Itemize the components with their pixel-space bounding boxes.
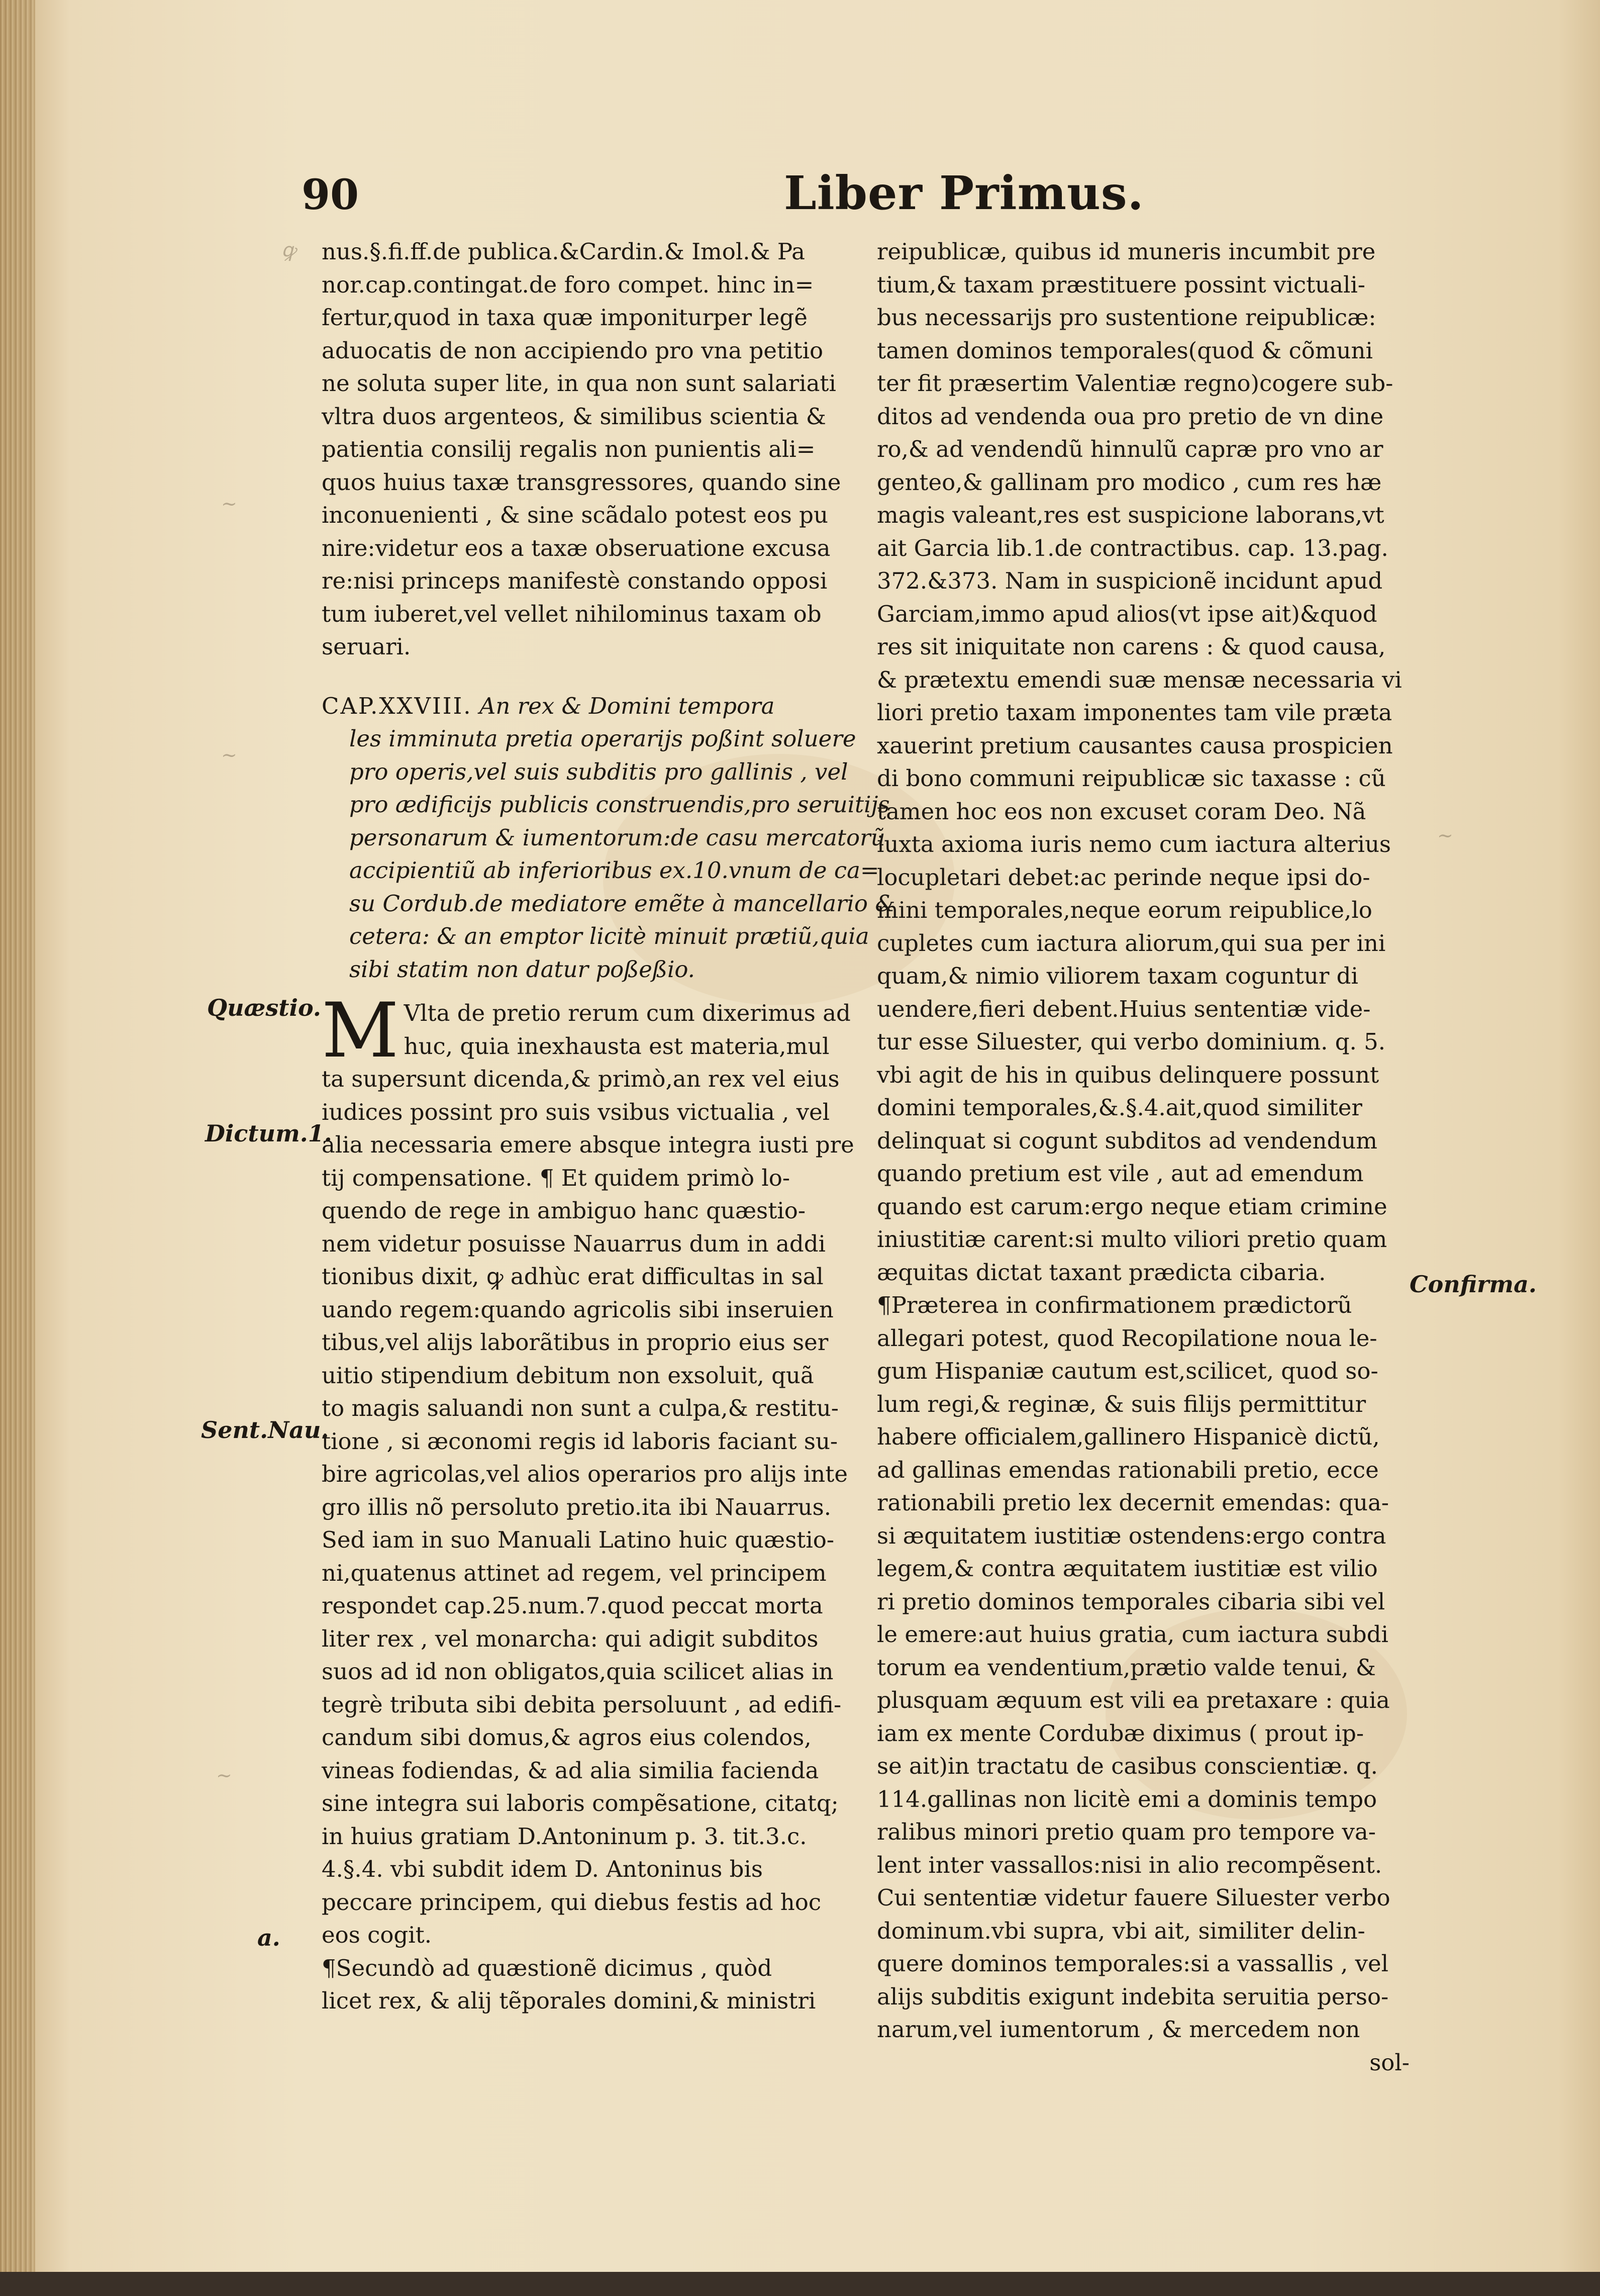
text-line: vltra duos argenteos, & similibus scientia & bbox=[322, 403, 826, 430]
left-column-body bbox=[322, 1063, 854, 2018]
text-line: re:nisi princeps manifestè constando opposi bbox=[322, 567, 828, 594]
text-line: ad gallinas emendas rationabili pretio, ecce bbox=[877, 1456, 1379, 1483]
text-line: quam,& nimio viliorem taxam coguntur di bbox=[877, 963, 1358, 989]
text-line: Garciam,immo apud alios(vt ipse ait)&quod bbox=[877, 600, 1377, 627]
text-line: habere officialem,gallinero Hispanicè dictũ, bbox=[877, 1423, 1380, 1450]
text-line: quos huius taxæ transgressores, quando sine bbox=[322, 468, 841, 496]
text-line: genteo,& gallinam pro modico , cum res hæ bbox=[877, 468, 1382, 496]
text-line: tum iuberet,vel vellet nihilominus taxam ob bbox=[322, 600, 822, 627]
text-line: les imminuta pretia operarijs poßint soluere bbox=[349, 725, 856, 752]
text-line: tamen dominos temporales(quod & cõmuni bbox=[877, 337, 1373, 364]
text-line: ¶Secundò ad quæstionẽ dicimus , quòd bbox=[322, 1954, 772, 1981]
page-header bbox=[302, 166, 1472, 226]
text-line: ta supersunt dicenda,& primò,an rex vel eius bbox=[322, 1066, 840, 1092]
text-line: 114.gallinas non licitè emi a dominis tempo bbox=[877, 1785, 1377, 1812]
text-line: cupletes cum iactura aliorum,qui sua per ini bbox=[877, 929, 1386, 956]
catchword: sol- bbox=[1369, 2049, 1410, 2076]
text-line: mini temporales,neque eorum reipublice,lo bbox=[877, 897, 1372, 923]
text-line: uendere,fieri debent.Huius sententiæ vide- bbox=[877, 995, 1371, 1022]
text-line: ne soluta super lite, in qua non sunt salariati bbox=[322, 370, 836, 397]
chapter-heading-line bbox=[322, 690, 849, 723]
text-line: 4.§.4. vbi subdit idem D. Antoninus bis bbox=[322, 1856, 763, 1882]
text-line: ri pretio dominos temporales cibaria sibi vel bbox=[877, 1588, 1385, 1615]
text-line: suos ad id non obligatos,quia scilicet alias in bbox=[322, 1658, 834, 1685]
text-line: candum sibi domus,& agros eius colendos, bbox=[322, 1724, 812, 1751]
text-line: ro,& ad vendendũ hinnulũ capræ pro vno ar bbox=[877, 436, 1383, 462]
text-line: iuxta axioma iuris nemo cum iactura alterius bbox=[877, 831, 1391, 857]
text-line: di bono communi reipublicæ sic taxasse : cũ bbox=[877, 765, 1386, 792]
margin-note-dictum: Dictum.1. bbox=[205, 1120, 332, 1147]
bleed-through-mark: ~ bbox=[221, 744, 237, 766]
text-line: tionibus dixit, ꝙ adhùc erat difficultas in sal bbox=[322, 1263, 824, 1290]
text-line: lent inter vassallos:nisi in alio recompẽsent. bbox=[877, 1851, 1382, 1878]
text-line: in huius gratiam D.Antoninum p. 3. tit.3.c. bbox=[322, 1823, 807, 1850]
text-line: iam ex mente Cordubæ diximus ( prout ip- bbox=[877, 1719, 1364, 1747]
text-line: sibi statim non datur poßeßio. bbox=[349, 955, 695, 983]
left-column-opening-text bbox=[322, 235, 849, 663]
text-line: Sed iam in suo Manuali Latino huic quæstio- bbox=[322, 1526, 835, 1553]
text-line: nem videtur posuisse Nauarrus dum in addi bbox=[322, 1230, 826, 1257]
text-line: domini temporales,&.§.4.ait,quod similiter bbox=[877, 1094, 1362, 1121]
text-line: tegrè tributa sibi debita persoluunt , ad edifi- bbox=[322, 1691, 842, 1718]
text-line: lum regi,& reginæ, & suis filijs permittitur bbox=[877, 1390, 1366, 1417]
body-line: huc, quia inexhausta est materia,mul bbox=[404, 1032, 830, 1060]
initial-letter: M bbox=[322, 987, 399, 1075]
text-line: 372.&373. Nam in suspicionẽ incidunt apud bbox=[877, 567, 1383, 594]
chapter-heading-text: An rex & Domini tempora bbox=[479, 692, 775, 719]
bleed-through-mark: ~ bbox=[221, 493, 237, 515]
text-line: quere dominos temporales:si a vassallis , vel bbox=[877, 1950, 1389, 1977]
text-line: licet rex, & alij tẽporales domini,& ministri bbox=[322, 1987, 816, 2014]
text-line: liter rex , vel monarcha: qui adigit subditos bbox=[322, 1625, 819, 1652]
text-line: bire agricolas,vel alios operarios pro alijs inte bbox=[322, 1461, 848, 1487]
left-column bbox=[322, 235, 895, 2018]
text-line: quando est carum:ergo neque etiam crimine bbox=[877, 1193, 1387, 1220]
body-line: Vlta de pretio rerum cum dixerimus ad bbox=[404, 1000, 851, 1026]
text-line: liori pretio taxam imponentes tam vile præta bbox=[877, 699, 1392, 726]
text-line: gum Hispaniæ cautum est,scilicet, quod so- bbox=[877, 1358, 1378, 1384]
page-bottom-edge bbox=[0, 2272, 1600, 2296]
text-line: tione , si æconomi regis id laboris faciant su- bbox=[322, 1427, 838, 1455]
text-line: tamen hoc eos non excuset coram Deo. Nã bbox=[877, 798, 1366, 825]
text-line: ralibus minori pretio quam pro tempore va- bbox=[877, 1819, 1376, 1845]
text-line: tur esse Siluester, qui verbo dominium. q. 5. bbox=[877, 1028, 1386, 1055]
text-line: Cui sententiæ videtur fauere Siluester verbo bbox=[877, 1884, 1390, 1911]
text-line: ni,quatenus attinet ad regem, vel principem bbox=[322, 1559, 827, 1586]
text-line: & prætextu emendi suæ mensæ necessaria vi bbox=[877, 666, 1402, 693]
text-line: locupletari debet:ac perinde neque ipsi do- bbox=[877, 864, 1370, 891]
text-line: cetera: & an emptor licitè minuit prætiũ,quia bbox=[349, 923, 869, 949]
text-line: uitio stipendium debitum non exsoluit, quã bbox=[322, 1362, 814, 1389]
text-line: alia necessaria emere absque integra iusti pre bbox=[322, 1131, 854, 1158]
text-line: tium,& taxam præstituere possint victuali- bbox=[877, 271, 1365, 298]
text-line: gro illis nõ persoluto pretio.ita ibi Nauarrus. bbox=[322, 1493, 831, 1520]
text-line: ditos ad vendenda oua pro pretio de vn dine bbox=[877, 403, 1384, 430]
text-line: seruari. bbox=[322, 633, 411, 660]
text-line: peccare principem, qui diebus festis ad hoc bbox=[322, 1888, 822, 1916]
text-line: inconuenienti , & sine scãdalo potest eos pu bbox=[322, 502, 828, 528]
text-line: dominum.vbi supra, vbi ait, similiter delin- bbox=[877, 1917, 1365, 1944]
margin-note-confirma: Confirma. bbox=[1410, 1271, 1537, 1298]
right-column bbox=[877, 235, 1410, 2079]
text-line: bus necessarijs pro sustentione reipublicæ: bbox=[877, 304, 1376, 331]
text-line: res sit iniquitate non carens : & quod causa, bbox=[877, 633, 1386, 660]
text-line: le emere:aut huius gratia, cum iactura subdi bbox=[877, 1621, 1388, 1648]
text-line: nor.cap.contingat.de foro compet. hinc in= bbox=[322, 271, 814, 298]
text-line: personarum & iumentorum:de casu mercatorũ bbox=[349, 824, 885, 851]
text-line: ait Garcia lib.1.de contractibus. cap. 13.pag. bbox=[877, 534, 1388, 561]
text-line: vineas fodiendas, & ad alia similia facienda bbox=[322, 1757, 819, 1784]
text-line: nus.§.fi.ff.de publica.&Cardin.& Imol.& Pa bbox=[322, 238, 805, 265]
text-line: fertur,quod in taxa quæ imponiturper legẽ bbox=[322, 304, 808, 331]
text-line: alijs subditis exigunt indebita seruitia perso- bbox=[877, 1983, 1389, 2010]
text-line: to magis saluandi non sunt a culpa,& restitu- bbox=[322, 1395, 839, 1421]
bleed-through-mark: ~ bbox=[216, 1764, 232, 1786]
text-line: nire:videtur eos a taxæ obseruatione excusa bbox=[322, 534, 831, 561]
chapter-heading bbox=[322, 690, 895, 986]
text-line: iniustitiæ carent:si multo viliori pretio quam bbox=[877, 1226, 1387, 1253]
text-line: uando regem:quando agricolis sibi inseruien bbox=[322, 1296, 834, 1323]
text-line: iudices possint pro suis vsibus victualia , vel bbox=[322, 1098, 830, 1125]
chapter-heading-continuation bbox=[322, 722, 895, 986]
chapter-opening bbox=[322, 987, 851, 1075]
right-column-body bbox=[877, 235, 1410, 2046]
running-title: Liber Primus. bbox=[784, 166, 1144, 220]
text-line: xauerint pretium causantes causa prospicien bbox=[877, 732, 1393, 759]
text-line: ¶Præterea in confirmationem prædictorũ bbox=[877, 1292, 1352, 1318]
text-line: patientia consilij regalis non punientis ali= bbox=[322, 436, 816, 462]
margin-note-a: a. bbox=[257, 1924, 280, 1951]
text-line: eos cogit. bbox=[322, 1922, 432, 1948]
text-line: respondet cap.25.num.7.quod peccat morta bbox=[322, 1592, 823, 1619]
text-line: se ait)in tractatu de casibus conscientiæ. q. bbox=[877, 1753, 1378, 1779]
margin-note-quaestio: Quæstio. bbox=[207, 994, 321, 1021]
text-line: si æquitatem iustitiæ ostendens:ergo contra bbox=[877, 1522, 1386, 1549]
text-line: vbi agit de his in quibus delinquere possunt bbox=[877, 1061, 1379, 1088]
text-line: quando pretium est vile , aut ad emendum bbox=[877, 1160, 1364, 1187]
text-line: accipientiũ ab inferioribus ex.10.vnum de ca= bbox=[349, 857, 879, 884]
text-line: ter fit præsertim Valentiæ regno)cogere sub- bbox=[877, 370, 1393, 397]
text-line: narum,vel iumentorum , & mercedem non bbox=[877, 2016, 1360, 2043]
text-line: rationabili pretio lex decernit emendas: qua- bbox=[877, 1489, 1389, 1516]
text-line: torum ea vendentium,prætio valde tenui, & bbox=[877, 1654, 1376, 1681]
text-line: sine integra sui laboris compẽsatione, citatq; bbox=[322, 1790, 839, 1816]
page-edge-left bbox=[0, 0, 35, 2296]
bleed-through-mark: ~ bbox=[1437, 824, 1453, 846]
text-line: reipublicæ, quibus id muneris incumbit pre bbox=[877, 238, 1376, 265]
folio-number: 90 bbox=[302, 171, 359, 219]
margin-note-sent-nau: Sent.Nau. bbox=[201, 1416, 329, 1444]
text-line: tij compensatione. ¶ Et quidem primò lo- bbox=[322, 1164, 790, 1191]
text-line: magis valeant,res est suspicione laborans,vt bbox=[877, 502, 1384, 528]
chapter-label: CAP.XXVIII. bbox=[322, 692, 472, 719]
text-line: quendo de rege in ambiguo hanc quæstio- bbox=[322, 1197, 806, 1224]
text-line: delinquat si cogunt subditos ad vendendum bbox=[877, 1127, 1377, 1154]
text-line: æquitas dictat taxant prædicta cibaria. bbox=[877, 1259, 1326, 1286]
text-line: su Cordub.de mediatore emẽte à mancellario & bbox=[349, 890, 895, 917]
text-line: tibus,vel alijs laborãtibus in proprio eius ser bbox=[322, 1329, 829, 1356]
bleed-through-mark: ꝙ bbox=[281, 239, 296, 261]
text-line: allegari potest, quod Recopilatione noua le- bbox=[877, 1324, 1377, 1352]
text-line: pro operis,vel suis subditis pro gallinis , vel bbox=[349, 758, 848, 785]
text-line: aduocatis de non accipiendo pro vna petitio bbox=[322, 337, 824, 364]
text-line: pro ædificijs publicis construendis,pro seruitijs bbox=[349, 791, 890, 818]
text-line: legem,& contra æquitatem iustitiæ est vilio bbox=[877, 1555, 1378, 1582]
text-line: plusquam æquum est vili ea pretaxare : quia bbox=[877, 1687, 1390, 1713]
